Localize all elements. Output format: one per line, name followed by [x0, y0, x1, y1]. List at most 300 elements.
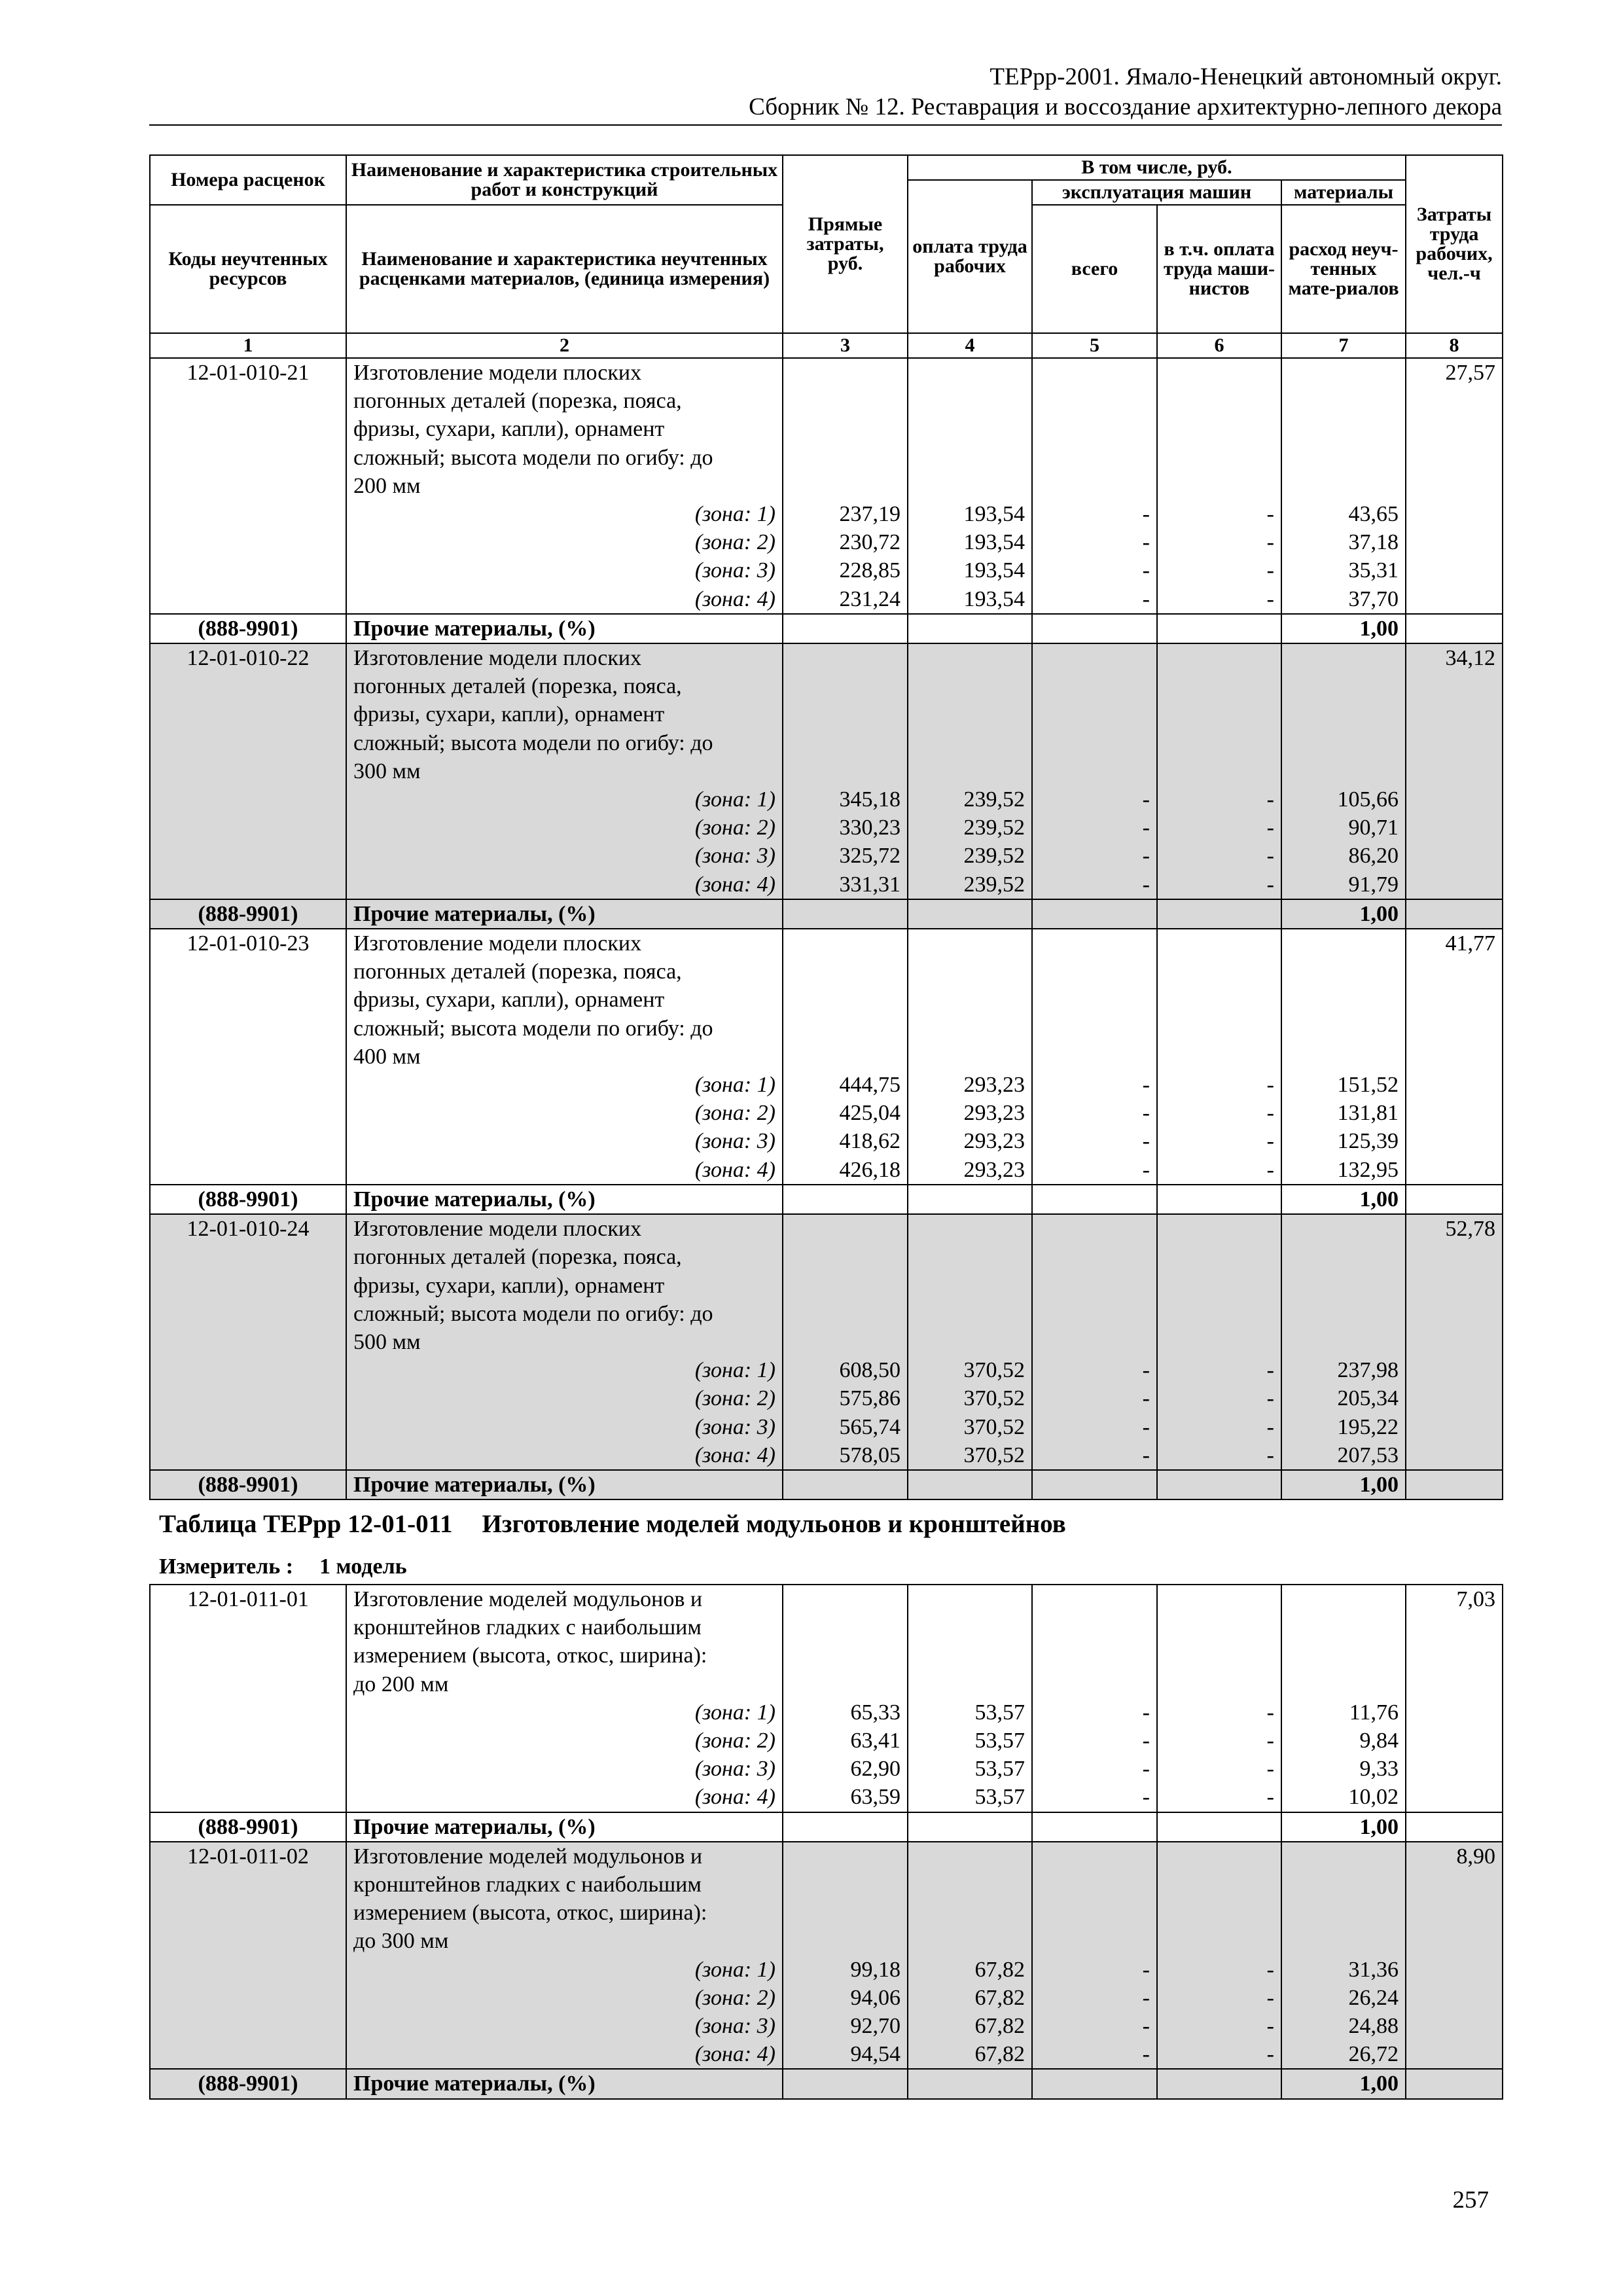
rate-row: [150, 929, 1503, 1185]
direct-cost: 237,19: [839, 502, 901, 527]
blank-line: [1164, 1014, 1274, 1043]
description-line: 200 мм: [353, 473, 421, 498]
labor-pay: 239,52: [963, 844, 1025, 869]
operator-pay-cell: [1157, 1214, 1281, 1470]
machine-total: -: [1142, 816, 1150, 840]
operator-pay: -: [1266, 2042, 1274, 2067]
empty-cell: [783, 1812, 908, 1842]
blank-line: [1289, 1215, 1399, 1243]
machine-total: -: [1142, 2014, 1150, 2039]
zone-label: (зона: 1): [694, 1957, 776, 1982]
direct-cost: 575,86: [839, 1386, 901, 1411]
zone-label: (зона: 4): [694, 1443, 776, 1467]
labor-hours: 8,90: [1456, 1844, 1495, 1869]
empty-cell: [1406, 614, 1503, 643]
empty-cell: [1032, 1185, 1157, 1214]
description-line: Изготовление модели плоских: [353, 931, 642, 956]
machine-total: -: [1142, 1700, 1150, 1725]
blank-line: [1289, 1842, 1399, 1871]
blank-line: [1039, 986, 1150, 1014]
blank-line: [915, 1613, 1025, 1641]
materials-cost: 125,39: [1337, 1129, 1399, 1154]
operator-pay: -: [1266, 816, 1274, 840]
blank-line: [1164, 1613, 1274, 1641]
machine-total: -: [1142, 1157, 1150, 1182]
machine-total: -: [1142, 1985, 1150, 2010]
blank-line: [1289, 444, 1399, 472]
empty-cell: [1032, 1812, 1157, 1842]
machine-total: -: [1142, 1129, 1150, 1154]
header-work-name: Наименование и характеристика строительных работ и конструкций: [346, 155, 783, 205]
direct-cost: 331,31: [839, 872, 901, 897]
labor-pay-cell: [908, 358, 1032, 614]
rate-code: 12-01-011-01: [187, 1587, 309, 1611]
machine-total: -: [1142, 787, 1150, 812]
description-line: 500 мм: [353, 1329, 421, 1354]
rate-code: 12-01-010-24: [187, 1217, 310, 1242]
labor-hours: 52,78: [1445, 1217, 1496, 1242]
blank-line: [1039, 1899, 1150, 1927]
blank-line: [1164, 1670, 1274, 1698]
materials-cost-cell: [1281, 1842, 1406, 2070]
labor-pay: 53,57: [974, 1700, 1025, 1725]
rate-code-cell: [150, 929, 346, 1185]
blank-line: [790, 1641, 901, 1670]
zone-label: (зона: 1): [694, 502, 776, 527]
direct-cost: 63,41: [850, 1729, 901, 1753]
blank-line: [1164, 1899, 1274, 1927]
machine-total: -: [1142, 558, 1150, 583]
blank-line: [915, 757, 1025, 785]
description-line: погонных деталей (порезка, пояса,: [353, 389, 682, 414]
zone-label: (зона: 3): [694, 558, 776, 583]
labor-pay-cell: [908, 929, 1032, 1185]
zone-label: (зона: 4): [694, 872, 776, 897]
labor-hours-cell: [1406, 358, 1503, 614]
blank-line: [1289, 359, 1399, 387]
blank-line: [790, 1328, 901, 1356]
materials-cost: 10,02: [1348, 1785, 1399, 1810]
blank-line: [1164, 644, 1274, 672]
labor-pay: 239,52: [963, 816, 1025, 840]
description-line: до 300 мм: [353, 1929, 449, 1954]
table-title-name: Изготовление моделей модульонов и кронштейнов: [482, 1510, 1066, 1538]
empty-cell: [908, 2069, 1032, 2098]
labor-pay-cell: [908, 1214, 1032, 1470]
materials-cost: 151,52: [1337, 1073, 1399, 1098]
blank-line: [1039, 1300, 1150, 1328]
description-line: погонных деталей (порезка, пояса,: [353, 960, 682, 984]
rate-code-cell: [150, 1214, 346, 1470]
labor-pay: 53,57: [974, 1785, 1025, 1810]
direct-cost-cell: [783, 1585, 908, 1812]
header-rule: [149, 124, 1502, 126]
table-title: [159, 1509, 1066, 1540]
empty-cell: [908, 1470, 1032, 1499]
unaccounted-material-row: [150, 614, 1503, 643]
materials-cost-cell: [1281, 358, 1406, 614]
column-number: 7: [1281, 333, 1406, 358]
header-unaccounted-codes: Коды неучтенных ресурсов: [150, 205, 346, 333]
materials-cost: 205,34: [1337, 1386, 1399, 1411]
column-number: 3: [783, 333, 908, 358]
rate-code-cell: [150, 358, 346, 614]
running-header-collection: Сборник № 12. Реставрация и воссоздание архитектурно-лепного декора: [749, 94, 1502, 120]
blank-line: [915, 986, 1025, 1014]
measure-label: Измеритель :: [159, 1554, 294, 1579]
header-direct-costs: Прямые затраты, руб.: [783, 155, 908, 333]
blank-line: [1289, 1641, 1399, 1670]
empty-cell: [1157, 614, 1281, 643]
unaccounted-name: Прочие материалы, (%): [346, 1812, 783, 1842]
blank-line: [790, 1670, 901, 1698]
labor-pay: 293,23: [963, 1101, 1025, 1126]
materials-cost: 86,20: [1348, 844, 1399, 869]
blank-line: [790, 1842, 901, 1871]
machine-total: -: [1142, 1757, 1150, 1782]
blank-line: [1289, 387, 1399, 415]
machine-total: -: [1142, 530, 1150, 555]
blank-line: [1039, 644, 1150, 672]
empty-cell: [1157, 899, 1281, 929]
empty-cell: [783, 1185, 908, 1214]
description-line: сложный; высота модели по огибу: до: [353, 1016, 713, 1041]
materials-cost-cell: [1281, 929, 1406, 1185]
machine-total-cell: [1032, 929, 1157, 1185]
blank-line: [1164, 1272, 1274, 1300]
labor-hours: 27,57: [1445, 361, 1496, 385]
labor-pay: 67,82: [974, 2042, 1025, 2067]
blank-line: [1289, 729, 1399, 757]
operator-pay: -: [1266, 1957, 1274, 1982]
blank-line: [1164, 1215, 1274, 1243]
description-line: кронштейнов гладких с наибольшим: [353, 1873, 702, 1897]
unaccounted-name: Прочие материалы, (%): [346, 899, 783, 929]
blank-line: [1289, 1043, 1399, 1071]
unaccounted-consumption: 1,00: [1281, 899, 1406, 929]
work-description-cell: [346, 1214, 783, 1470]
machine-total: -: [1142, 1101, 1150, 1126]
operator-pay: -: [1266, 2014, 1274, 2039]
operator-pay-cell: [1157, 1842, 1281, 2070]
blank-line: [915, 387, 1025, 415]
blank-line: [790, 1927, 901, 1955]
rate-code-cell: [150, 643, 346, 899]
labor-pay: 370,52: [963, 1358, 1025, 1383]
blank-line: [1164, 1641, 1274, 1670]
zone-label: (зона: 3): [694, 844, 776, 869]
machine-total: -: [1142, 1414, 1150, 1439]
blank-line: [915, 729, 1025, 757]
direct-cost: 94,06: [850, 1985, 901, 2010]
zone-label: (зона: 1): [694, 787, 776, 812]
operator-pay: -: [1266, 1157, 1274, 1182]
blank-line: [790, 1215, 901, 1243]
empty-cell: [1406, 899, 1503, 929]
machine-total: -: [1142, 586, 1150, 611]
machine-total: -: [1142, 1443, 1150, 1467]
blank-line: [1039, 757, 1150, 785]
rate-code: 12-01-010-21: [187, 361, 310, 385]
empty-cell: [908, 899, 1032, 929]
blank-line: [915, 1328, 1025, 1356]
description-line: Изготовление моделей модульонов и: [353, 1844, 703, 1869]
description-line: фризы, сухари, капли), орнамент: [353, 988, 665, 1013]
empty-cell: [1406, 1812, 1503, 1842]
operator-pay: -: [1266, 530, 1274, 555]
direct-cost: 230,72: [839, 530, 901, 555]
zone-label: (зона: 1): [694, 1700, 776, 1725]
direct-cost: 63,59: [850, 1785, 901, 1810]
blank-line: [790, 387, 901, 415]
blank-line: [915, 1927, 1025, 1955]
blank-line: [915, 958, 1025, 986]
direct-cost: 345,18: [839, 787, 901, 812]
operator-pay: -: [1266, 1757, 1274, 1782]
blank-line: [1039, 1272, 1150, 1300]
direct-cost-cell: [783, 1214, 908, 1470]
zone-label: (зона: 3): [694, 1129, 776, 1154]
machine-total: -: [1142, 1073, 1150, 1098]
zone-label: (зона: 3): [694, 2014, 776, 2039]
materials-cost: 207,53: [1337, 1443, 1399, 1467]
blank-line: [1164, 415, 1274, 443]
page-number: 257: [1452, 2187, 1489, 2214]
unaccounted-consumption: 1,00: [1281, 1185, 1406, 1214]
blank-line: [915, 1300, 1025, 1328]
labor-pay: 239,52: [963, 787, 1025, 812]
blank-line: [790, 1272, 901, 1300]
blank-line: [915, 1272, 1025, 1300]
labor-pay: 370,52: [963, 1443, 1025, 1467]
blank-line: [790, 672, 901, 700]
blank-line: [1289, 472, 1399, 500]
labor-hours-cell: [1406, 1214, 1503, 1470]
materials-cost: 90,71: [1348, 816, 1399, 840]
labor-pay: 193,54: [963, 586, 1025, 611]
blank-line: [1039, 1842, 1150, 1871]
blank-line: [915, 415, 1025, 443]
zone-label: (зона: 4): [694, 2042, 776, 2067]
materials-cost: 35,31: [1348, 558, 1399, 583]
blank-line: [1164, 757, 1274, 785]
direct-cost: 578,05: [839, 1443, 901, 1467]
blank-line: [1164, 729, 1274, 757]
description-line: 400 мм: [353, 1044, 421, 1069]
unaccounted-code: (888-9901): [150, 2069, 346, 2098]
blank-line: [1289, 1300, 1399, 1328]
unaccounted-name: Прочие материалы, (%): [346, 614, 783, 643]
column-number: 6: [1157, 333, 1281, 358]
blank-line: [1164, 1243, 1274, 1271]
labor-pay: 67,82: [974, 2014, 1025, 2039]
blank-line: [1289, 700, 1399, 728]
empty-cell: [1032, 2069, 1157, 2098]
rate-row: [150, 1214, 1503, 1470]
direct-cost: 228,85: [839, 558, 901, 583]
blank-line: [1164, 958, 1274, 986]
labor-hours-cell: [1406, 929, 1503, 1185]
blank-line: [1039, 958, 1150, 986]
materials-cost-cell: [1281, 643, 1406, 899]
operator-pay: -: [1266, 1700, 1274, 1725]
machine-total: -: [1142, 844, 1150, 869]
blank-line: [1039, 1613, 1150, 1641]
blank-line: [1039, 729, 1150, 757]
zone-label: (зона: 1): [694, 1073, 776, 1098]
operator-pay: -: [1266, 1073, 1274, 1098]
blank-line: [1039, 700, 1150, 728]
blank-line: [1039, 444, 1150, 472]
operator-pay: -: [1266, 1414, 1274, 1439]
empty-cell: [1406, 2069, 1503, 2098]
work-description-cell: [346, 643, 783, 899]
operator-pay: -: [1266, 558, 1274, 583]
column-number: 5: [1032, 333, 1157, 358]
direct-cost: 330,23: [839, 816, 901, 840]
blank-line: [1164, 1585, 1274, 1613]
empty-cell: [1406, 1185, 1503, 1214]
rate-code: 12-01-010-23: [187, 931, 310, 956]
zone-label: (зона: 4): [694, 1157, 776, 1182]
blank-line: [1289, 1014, 1399, 1043]
machine-total-cell: [1032, 1214, 1157, 1470]
machine-total: -: [1142, 502, 1150, 527]
direct-cost: 426,18: [839, 1157, 901, 1182]
unaccounted-name: Прочие материалы, (%): [346, 1185, 783, 1214]
rate-code-cell: [150, 1842, 346, 2070]
blank-line: [915, 1043, 1025, 1071]
blank-line: [915, 359, 1025, 387]
direct-cost-cell: [783, 358, 908, 614]
blank-line: [915, 672, 1025, 700]
blank-line: [1164, 986, 1274, 1014]
description-line: Изготовление модели плоских: [353, 1217, 642, 1242]
operator-pay: -: [1266, 1785, 1274, 1810]
materials-cost: 105,66: [1337, 787, 1399, 812]
empty-cell: [783, 1470, 908, 1499]
direct-cost: 444,75: [839, 1073, 901, 1098]
operator-pay: -: [1266, 1386, 1274, 1411]
materials-cost: 9,33: [1359, 1757, 1399, 1782]
blank-line: [1164, 472, 1274, 500]
blank-line: [1039, 1585, 1150, 1613]
labor-pay: 53,57: [974, 1757, 1025, 1782]
machine-total: -: [1142, 1386, 1150, 1411]
description-line: фризы, сухари, капли), орнамент: [353, 417, 665, 442]
empty-cell: [1157, 1470, 1281, 1499]
blank-line: [790, 644, 901, 672]
zone-label: (зона: 2): [694, 1985, 776, 2010]
zone-label: (зона: 2): [694, 816, 776, 840]
operator-pay: -: [1266, 1443, 1274, 1467]
zone-label: (зона: 2): [694, 1101, 776, 1126]
machine-total: -: [1142, 1729, 1150, 1753]
blank-line: [790, 415, 901, 443]
column-number: 4: [908, 333, 1032, 358]
machine-total: -: [1142, 872, 1150, 897]
blank-line: [1164, 672, 1274, 700]
operator-pay: -: [1266, 502, 1274, 527]
blank-line: [790, 729, 901, 757]
operator-pay: -: [1266, 872, 1274, 897]
empty-cell: [783, 614, 908, 643]
running-header-title: ТЕРрр-2001. Ямало-Ненецкий автономный округ.: [990, 63, 1502, 90]
empty-cell: [908, 1812, 1032, 1842]
rate-row: [150, 643, 1503, 899]
blank-line: [1289, 1243, 1399, 1271]
blank-line: [1039, 415, 1150, 443]
unaccounted-material-row: [150, 899, 1503, 929]
materials-cost: 195,22: [1337, 1414, 1399, 1439]
description-line: Изготовление модели плоских: [353, 646, 642, 671]
machine-total-cell: [1032, 643, 1157, 899]
description-line: до 200 мм: [353, 1672, 449, 1696]
blank-line: [790, 986, 901, 1014]
header-rate-numbers: Номера расценок: [150, 155, 346, 205]
materials-cost: 11,76: [1349, 1700, 1399, 1725]
blank-line: [790, 958, 901, 986]
empty-cell: [1032, 1470, 1157, 1499]
blank-line: [1164, 444, 1274, 472]
blank-line: [790, 444, 901, 472]
zone-label: (зона: 2): [694, 1386, 776, 1411]
table-title-label: Таблица ТЕРрр 12-01-011: [159, 1510, 453, 1538]
column-number: 8: [1406, 333, 1503, 358]
machine-total: -: [1142, 1785, 1150, 1810]
operator-pay: -: [1266, 1129, 1274, 1154]
direct-cost: 94,54: [850, 2042, 901, 2067]
blank-line: [1164, 359, 1274, 387]
direct-cost-cell: [783, 643, 908, 899]
blank-line: [790, 359, 901, 387]
description-line: сложный; высота модели по огибу: до: [353, 730, 713, 755]
blank-line: [915, 1871, 1025, 1899]
blank-line: [915, 1842, 1025, 1871]
zone-label: (зона: 2): [694, 1729, 776, 1753]
machine-total-cell: [1032, 358, 1157, 614]
blank-line: [790, 1014, 901, 1043]
rate-row: [150, 1585, 1503, 1812]
description-line: погонных деталей (порезка, пояса,: [353, 674, 682, 699]
work-description-cell: [346, 1585, 783, 1812]
blank-line: [790, 1871, 901, 1899]
description-line: кронштейнов гладких с наибольшим: [353, 1615, 702, 1640]
description-line: сложный; высота модели по огибу: до: [353, 1301, 713, 1326]
materials-cost: 131,81: [1337, 1101, 1399, 1126]
unaccounted-code: (888-9901): [150, 1812, 346, 1842]
rate-code: 12-01-011-02: [187, 1844, 309, 1869]
work-description-cell: [346, 1842, 783, 2070]
blank-line: [915, 444, 1025, 472]
blank-line: [915, 1670, 1025, 1698]
machine-total: -: [1142, 1358, 1150, 1383]
blank-line: [1289, 986, 1399, 1014]
header-labor-hours: Затраты труда рабочих, чел.-ч: [1406, 155, 1503, 333]
column-numbers-row: [150, 333, 1503, 358]
column-number: 1: [150, 333, 346, 358]
blank-line: [1164, 1043, 1274, 1071]
labor-pay: 239,52: [963, 872, 1025, 897]
blank-line: [790, 1585, 901, 1613]
blank-line: [1039, 1927, 1150, 1955]
labor-hours: 7,03: [1456, 1587, 1495, 1611]
empty-cell: [1157, 2069, 1281, 2098]
materials-cost: 26,72: [1348, 2042, 1399, 2067]
empty-cell: [908, 1185, 1032, 1214]
description-line: Изготовление моделей модульонов и: [353, 1587, 703, 1611]
empty-cell: [783, 2069, 908, 2098]
